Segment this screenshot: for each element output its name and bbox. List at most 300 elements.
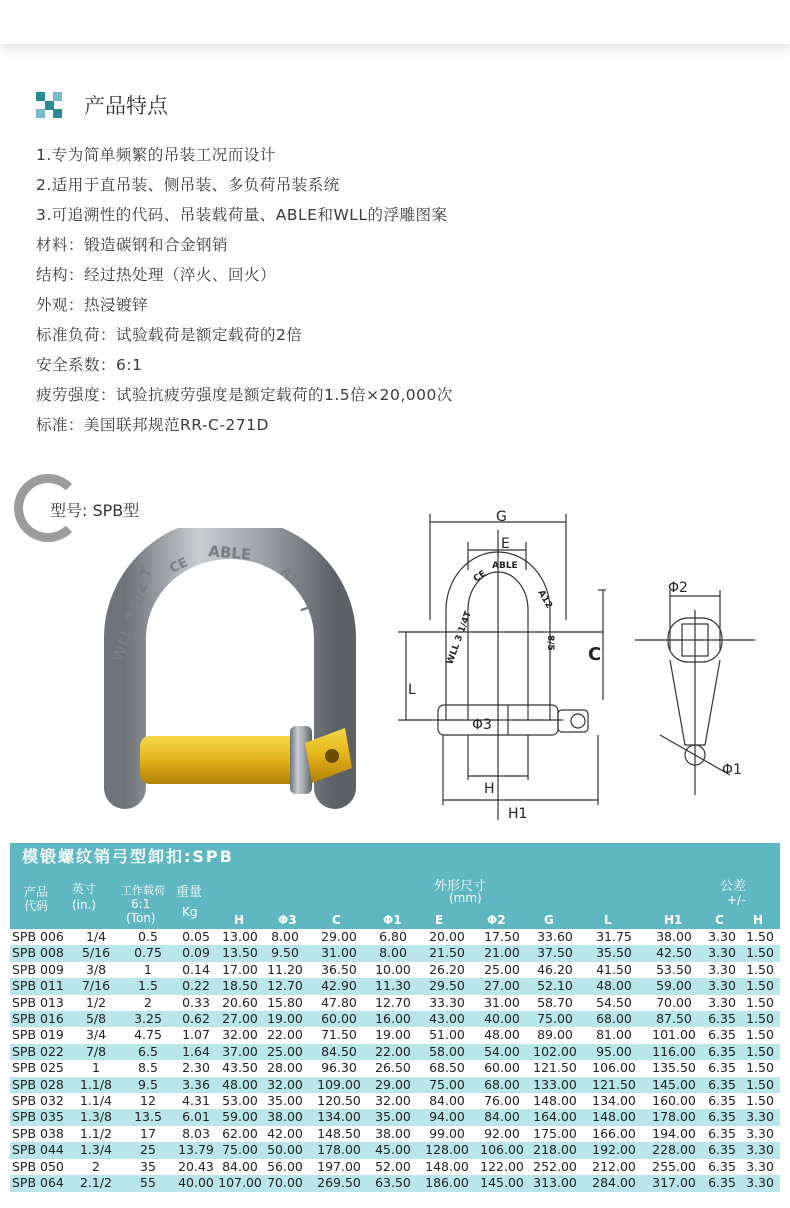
table-cell: 59.00	[218, 1109, 262, 1125]
table-cell: 20.00	[416, 929, 478, 945]
table-cell: 1.50	[740, 1011, 780, 1027]
table-row	[10, 1109, 780, 1125]
spec-table-body	[10, 929, 780, 1192]
header-col: L	[604, 913, 612, 927]
table-cell: 121.50	[526, 1060, 584, 1076]
table-cell: 35.50	[584, 945, 644, 961]
table-cell: 128.00	[416, 1142, 478, 1158]
table-cell: 148.00	[584, 1109, 644, 1125]
table-cell: 3.30	[740, 1109, 780, 1125]
table-cell: 60.00	[308, 1011, 370, 1027]
table-cell: 38.00	[644, 929, 704, 945]
table-cell: 4.75	[122, 1027, 174, 1043]
table-cell: SPB 064	[10, 1175, 70, 1191]
table-cell: 52.10	[526, 978, 584, 994]
table-cell: 1	[122, 962, 174, 978]
table-cell: 41.50	[584, 962, 644, 978]
table-row	[10, 1011, 780, 1027]
dim-label-G: G	[496, 509, 507, 525]
table-cell: 54.50	[584, 995, 644, 1011]
table-row	[10, 1044, 780, 1060]
table-cell: 25	[122, 1142, 174, 1158]
feature-line: 外观：热浸镀锌	[36, 296, 149, 314]
table-cell: SPB 013	[10, 995, 70, 1011]
table-cell: 13.00	[218, 929, 262, 945]
table-cell: 50.00	[262, 1142, 308, 1158]
table-cell: 3.30	[740, 1159, 780, 1175]
table-cell: 197.00	[308, 1159, 370, 1175]
spec-table	[10, 843, 780, 1192]
table-cell: 178.00	[308, 1142, 370, 1158]
table-cell: SPB 035	[10, 1109, 70, 1125]
table-cell: 70.00	[262, 1175, 308, 1191]
table-cell: 106.00	[584, 1060, 644, 1076]
table-cell: 11.20	[262, 962, 308, 978]
header-weight: 重量	[176, 885, 203, 900]
table-cell: 26.20	[416, 962, 478, 978]
table-cell: 1/2	[70, 995, 122, 1011]
table-cell: 25.00	[262, 1044, 308, 1060]
top-shadow-bar	[0, 0, 790, 44]
table-cell: 1.64	[174, 1044, 218, 1060]
header-kg: Kg	[182, 905, 198, 919]
side-label-phi1: Φ1	[722, 762, 742, 778]
drawing-mark-num: 8/5	[545, 635, 555, 651]
table-cell: 178.00	[644, 1109, 704, 1125]
table-cell: 43.50	[218, 1060, 262, 1076]
table-cell: 53.00	[218, 1093, 262, 1109]
table-cell: 76.00	[478, 1093, 526, 1109]
features-title: 产品特点	[84, 94, 168, 118]
header-code: 产品 代码	[24, 885, 49, 913]
table-cell: 21.50	[416, 945, 478, 961]
table-cell: 252.00	[526, 1159, 584, 1175]
table-cell: SPB 038	[10, 1126, 70, 1142]
table-cell: 8.03	[174, 1126, 218, 1142]
table-cell: 0.22	[174, 978, 218, 994]
table-cell: 29.00	[370, 1077, 416, 1093]
table-cell: 18.50	[218, 978, 262, 994]
table-row	[10, 1175, 780, 1191]
table-cell: 55	[122, 1175, 174, 1191]
table-cell: 33.30	[416, 995, 478, 1011]
table-cell: 37.50	[526, 945, 584, 961]
header-inch: 英寸 (in.)	[72, 882, 97, 912]
table-cell: 48.00	[478, 1027, 526, 1043]
table-cell: 3/8	[70, 962, 122, 978]
table-cell: 8.5	[122, 1060, 174, 1076]
table-cell: 75.00	[416, 1077, 478, 1093]
table-cell: 9.50	[262, 945, 308, 961]
table-cell: 6.80	[370, 929, 416, 945]
dim-label-H1: H1	[508, 806, 528, 820]
dim-label-C: C	[588, 644, 602, 665]
table-cell: 19.00	[370, 1027, 416, 1043]
table-cell: 81.00	[584, 1027, 644, 1043]
table-cell: 33.60	[526, 929, 584, 945]
table-cell: 1.50	[740, 929, 780, 945]
table-cell: 68.00	[478, 1077, 526, 1093]
table-cell: 6.35	[704, 1142, 740, 1158]
table-cell: 63.50	[370, 1175, 416, 1191]
header-mm: (mm)	[449, 891, 482, 905]
table-cell: 20.43	[174, 1159, 218, 1175]
header-col: E	[435, 913, 444, 927]
photo-mark-able: ABLE	[207, 542, 252, 564]
photo-mark-wll: WLL 3 1/2 T	[108, 565, 157, 665]
table-cell: 31.75	[584, 929, 644, 945]
table-cell: 6.5	[122, 1044, 174, 1060]
table-cell: 164.00	[526, 1109, 584, 1125]
table-cell: 1.50	[740, 962, 780, 978]
table-cell: 4.31	[174, 1093, 218, 1109]
table-cell: SPB 028	[10, 1077, 70, 1093]
table-cell: 102.00	[526, 1044, 584, 1060]
table-cell: 59.00	[644, 978, 704, 994]
table-cell: 17	[122, 1126, 174, 1142]
table-cell: 1.50	[740, 1044, 780, 1060]
table-row	[10, 929, 780, 945]
table-cell: 32.00	[218, 1027, 262, 1043]
header-col: H	[234, 913, 245, 927]
table-cell: 1.50	[740, 978, 780, 994]
table-cell: 0.05	[174, 929, 218, 945]
table-cell: 27.00	[218, 1011, 262, 1027]
table-cell: 194.00	[644, 1126, 704, 1142]
table-cell: 9.5	[122, 1077, 174, 1093]
table-cell: 6.35	[704, 1044, 740, 1060]
photo-mark-ce: CE	[167, 555, 191, 577]
table-cell: 70.00	[644, 995, 704, 1011]
table-cell: 228.00	[644, 1142, 704, 1158]
table-row	[10, 945, 780, 961]
table-cell: 3.30	[704, 978, 740, 994]
table-cell: 95.00	[584, 1044, 644, 1060]
table-cell: 1.50	[740, 1060, 780, 1076]
table-cell: 6.01	[174, 1109, 218, 1125]
table-cell: 1.3/8	[70, 1109, 122, 1125]
table-row	[10, 1077, 780, 1093]
table-cell: 1.1/4	[70, 1093, 122, 1109]
table-cell: 0.09	[174, 945, 218, 961]
table-cell: 35.00	[370, 1109, 416, 1125]
table-cell: SPB 016	[10, 1011, 70, 1027]
table-cell: 87.50	[644, 1011, 704, 1027]
table-cell: 38.00	[370, 1126, 416, 1142]
side-label-phi2: Φ2	[668, 580, 688, 596]
table-cell: 58.70	[526, 995, 584, 1011]
table-cell: 94.00	[416, 1109, 478, 1125]
table-cell: 42.50	[644, 945, 704, 961]
table-cell: 7/8	[70, 1044, 122, 1060]
table-cell: 218.00	[526, 1142, 584, 1158]
table-cell: 101.00	[644, 1027, 704, 1043]
table-cell: 51.00	[416, 1027, 478, 1043]
table-cell: 3.25	[122, 1011, 174, 1027]
table-cell: 92.00	[478, 1126, 526, 1142]
table-cell: 45.00	[370, 1142, 416, 1158]
table-cell: 5/8	[70, 1011, 122, 1027]
table-cell: 56.00	[262, 1159, 308, 1175]
table-cell: 75.00	[526, 1011, 584, 1027]
table-cell: 6.35	[704, 1060, 740, 1076]
table-cell: 1.50	[740, 1027, 780, 1043]
table-cell: 6.35	[704, 1011, 740, 1027]
table-cell: 0.33	[174, 995, 218, 1011]
table-cell: 52.00	[370, 1159, 416, 1175]
shackle-front-drawing	[388, 500, 612, 820]
table-row	[10, 1159, 780, 1175]
table-cell: 42.90	[308, 978, 370, 994]
dim-label-E: E	[501, 536, 510, 552]
table-cell: 1.1/2	[70, 1126, 122, 1142]
table-cell: 0.14	[174, 962, 218, 978]
feature-line: 结构：经过热处理（淬火、回火）	[36, 266, 277, 284]
table-cell: 160.00	[644, 1093, 704, 1109]
table-cell: 42.00	[262, 1126, 308, 1142]
table-cell: 186.00	[416, 1175, 478, 1191]
header-wll: 工作载荷	[121, 884, 165, 897]
header-col: Φ3	[278, 913, 297, 927]
table-cell: 11.30	[370, 978, 416, 994]
table-cell: SPB 006	[10, 929, 70, 945]
table-cell: 96.30	[308, 1060, 370, 1076]
table-row	[10, 1027, 780, 1043]
feature-line: 材料：锻造碳钢和合金钢销	[36, 236, 229, 254]
table-cell: 17.50	[478, 929, 526, 945]
table-row	[10, 995, 780, 1011]
table-cell: 145.00	[478, 1175, 526, 1191]
table-cell: 317.00	[644, 1175, 704, 1191]
table-cell: 12	[122, 1093, 174, 1109]
table-cell: 19.00	[262, 1011, 308, 1027]
table-cell: 8.00	[370, 945, 416, 961]
dim-label-L: L	[408, 682, 416, 698]
table-cell: 3.30	[740, 1175, 780, 1191]
table-cell: 21.00	[478, 945, 526, 961]
table-cell: 116.00	[644, 1044, 704, 1060]
table-cell: 40.00	[174, 1175, 218, 1191]
table-cell: 20.60	[218, 995, 262, 1011]
dim-label-H: H	[484, 781, 495, 797]
header-dims: 外形尺寸	[434, 879, 487, 894]
table-cell: 1.50	[740, 1093, 780, 1109]
feature-line: 标准：美国联邦规范RR-C-271D	[36, 416, 269, 434]
table-cell: 10.00	[370, 962, 416, 978]
table-cell: 1/4	[70, 929, 122, 945]
table-cell: 6.35	[704, 1027, 740, 1043]
header-col: Φ2	[487, 913, 506, 927]
model-badge	[14, 474, 140, 542]
dim-label-phi3: Φ3	[472, 717, 492, 733]
table-cell: SPB 044	[10, 1142, 70, 1158]
header-tol: 公差	[720, 879, 747, 894]
header-ton: (Ton)	[126, 911, 156, 925]
header-col: H	[753, 913, 764, 927]
table-title: 模锻螺纹销弓型卸扣:SPB	[10, 843, 780, 871]
table-cell: 22.00	[262, 1027, 308, 1043]
table-cell: 284.00	[584, 1175, 644, 1191]
table-cell: 68.50	[416, 1060, 478, 1076]
table-cell: 1	[70, 1060, 122, 1076]
table-cell: 1.50	[740, 995, 780, 1011]
table-cell: 1.1/8	[70, 1077, 122, 1093]
table-cell: 26.50	[370, 1060, 416, 1076]
table-cell: SPB 025	[10, 1060, 70, 1076]
drawing-mark-wll: WLL 3 1/4T	[445, 610, 474, 667]
feature-line: 安全系数：6:1	[36, 356, 143, 374]
feature-line: 疲劳强度：试验抗疲劳强度是额定载荷的1.5倍×20,000次	[36, 386, 453, 404]
table-cell: 43.00	[416, 1011, 478, 1027]
table-row	[10, 978, 780, 994]
table-cell: SPB 019	[10, 1027, 70, 1043]
table-cell: SPB 022	[10, 1044, 70, 1060]
table-cell: 166.00	[584, 1126, 644, 1142]
header-col: Φ1	[383, 913, 402, 927]
table-cell: 0.5	[122, 929, 174, 945]
table-cell: 135.50	[644, 1060, 704, 1076]
photo-mark-i: I	[296, 604, 312, 614]
table-cell: 46.20	[526, 962, 584, 978]
table-cell: 0.75	[122, 945, 174, 961]
table-cell: 3.30	[704, 929, 740, 945]
table-cell: 3.30	[704, 945, 740, 961]
table-cell: 145.00	[644, 1077, 704, 1093]
table-cell: 89.00	[526, 1027, 584, 1043]
table-cell: 0.62	[174, 1011, 218, 1027]
table-cell: 192.00	[584, 1142, 644, 1158]
table-cell: 32.00	[262, 1077, 308, 1093]
table-cell: 212.00	[584, 1159, 644, 1175]
table-cell: 13.5	[122, 1109, 174, 1125]
table-cell: 53.50	[644, 962, 704, 978]
table-cell: 3.30	[740, 1142, 780, 1158]
header-col: C	[715, 913, 724, 927]
table-cell: 62.00	[218, 1126, 262, 1142]
header-col: H1	[664, 913, 683, 927]
table-cell: 1.07	[174, 1027, 218, 1043]
table-cell: 6.35	[704, 1126, 740, 1142]
table-cell: 175.00	[526, 1126, 584, 1142]
table-cell: 6.35	[704, 1109, 740, 1125]
table-cell: 25.00	[478, 962, 526, 978]
table-cell: 84.00	[218, 1159, 262, 1175]
table-cell: 16.00	[370, 1011, 416, 1027]
table-cell: 134.00	[308, 1109, 370, 1125]
table-cell: SPB 011	[10, 978, 70, 994]
drawing-mark-a12: A12	[535, 588, 554, 611]
table-cell: 48.00	[218, 1077, 262, 1093]
feature-line: 1.专为简单频繁的吊装工况而设计	[36, 146, 276, 164]
table-cell: 2.30	[174, 1060, 218, 1076]
table-cell: 148.50	[308, 1126, 370, 1142]
table-cell: 48.00	[584, 978, 644, 994]
table-cell: 2	[70, 1159, 122, 1175]
table-row	[10, 962, 780, 978]
table-cell: 32.00	[370, 1093, 416, 1109]
table-cell: 255.00	[644, 1159, 704, 1175]
table-cell: 35.00	[262, 1093, 308, 1109]
table-cell: 3.30	[740, 1126, 780, 1142]
table-cell: SPB 050	[10, 1159, 70, 1175]
table-cell: 71.50	[308, 1027, 370, 1043]
table-cell: 313.00	[526, 1175, 584, 1191]
table-cell: 54.00	[478, 1044, 526, 1060]
table-cell: 31.00	[308, 945, 370, 961]
table-cell: 37.00	[218, 1044, 262, 1060]
table-cell: 47.80	[308, 995, 370, 1011]
table-cell: 28.00	[262, 1060, 308, 1076]
table-cell: 12.70	[370, 995, 416, 1011]
table-cell: 15.80	[262, 995, 308, 1011]
table-cell: 58.00	[416, 1044, 478, 1060]
table-cell: SPB 032	[10, 1093, 70, 1109]
table-cell: 12.70	[262, 978, 308, 994]
table-cell: 84.00	[416, 1093, 478, 1109]
table-cell: 3.30	[704, 995, 740, 1011]
table-cell: 84.00	[478, 1109, 526, 1125]
header-pm: +/-	[727, 893, 746, 907]
features-list	[36, 140, 453, 440]
header-col: G	[544, 913, 554, 927]
table-cell: 148.00	[526, 1093, 584, 1109]
table-cell: 133.00	[526, 1077, 584, 1093]
table-cell: 3.30	[704, 962, 740, 978]
table-cell: 17.00	[218, 962, 262, 978]
table-cell: 1.50	[740, 1077, 780, 1093]
table-cell: 13.50	[218, 945, 262, 961]
table-cell: 75.00	[218, 1142, 262, 1158]
table-cell: 99.00	[416, 1126, 478, 1142]
product-photo	[100, 528, 370, 818]
table-cell: 22.00	[370, 1044, 416, 1060]
table-cell: 2.1/2	[70, 1175, 122, 1191]
table-cell: 7/16	[70, 978, 122, 994]
table-cell: 1.50	[740, 945, 780, 961]
table-cell: 84.50	[308, 1044, 370, 1060]
table-cell: 1.5	[122, 978, 174, 994]
table-cell: 31.00	[478, 995, 526, 1011]
table-cell: 120.50	[308, 1093, 370, 1109]
table-cell: 121.50	[584, 1077, 644, 1093]
table-cell: 38.00	[262, 1109, 308, 1125]
table-cell: 109.00	[308, 1077, 370, 1093]
features-heading	[36, 90, 168, 120]
drawing-mark-able: ABLE	[492, 561, 518, 571]
table-cell: 36.50	[308, 962, 370, 978]
table-cell: 269.50	[308, 1175, 370, 1191]
table-row	[10, 1142, 780, 1158]
table-cell: 148.00	[416, 1159, 478, 1175]
table-cell: 13.79	[174, 1142, 218, 1158]
model-label: 型号: SPB型	[46, 498, 143, 521]
table-row	[10, 1060, 780, 1076]
table-cell: 6.35	[704, 1159, 740, 1175]
section-logo-icon	[36, 92, 62, 118]
shackle-side-drawing	[630, 570, 760, 800]
table-cell: 35	[122, 1159, 174, 1175]
table-cell: SPB 009	[10, 962, 70, 978]
table-cell: 29.50	[416, 978, 478, 994]
table-cell: 107.00	[218, 1175, 262, 1191]
table-cell: 3/4	[70, 1027, 122, 1043]
table-cell: 2	[122, 995, 174, 1011]
table-cell: SPB 008	[10, 945, 70, 961]
table-cell: 6.35	[704, 1077, 740, 1093]
table-cell: 1.3/4	[70, 1142, 122, 1158]
table-cell: 5/16	[70, 945, 122, 961]
table-row	[10, 1126, 780, 1142]
